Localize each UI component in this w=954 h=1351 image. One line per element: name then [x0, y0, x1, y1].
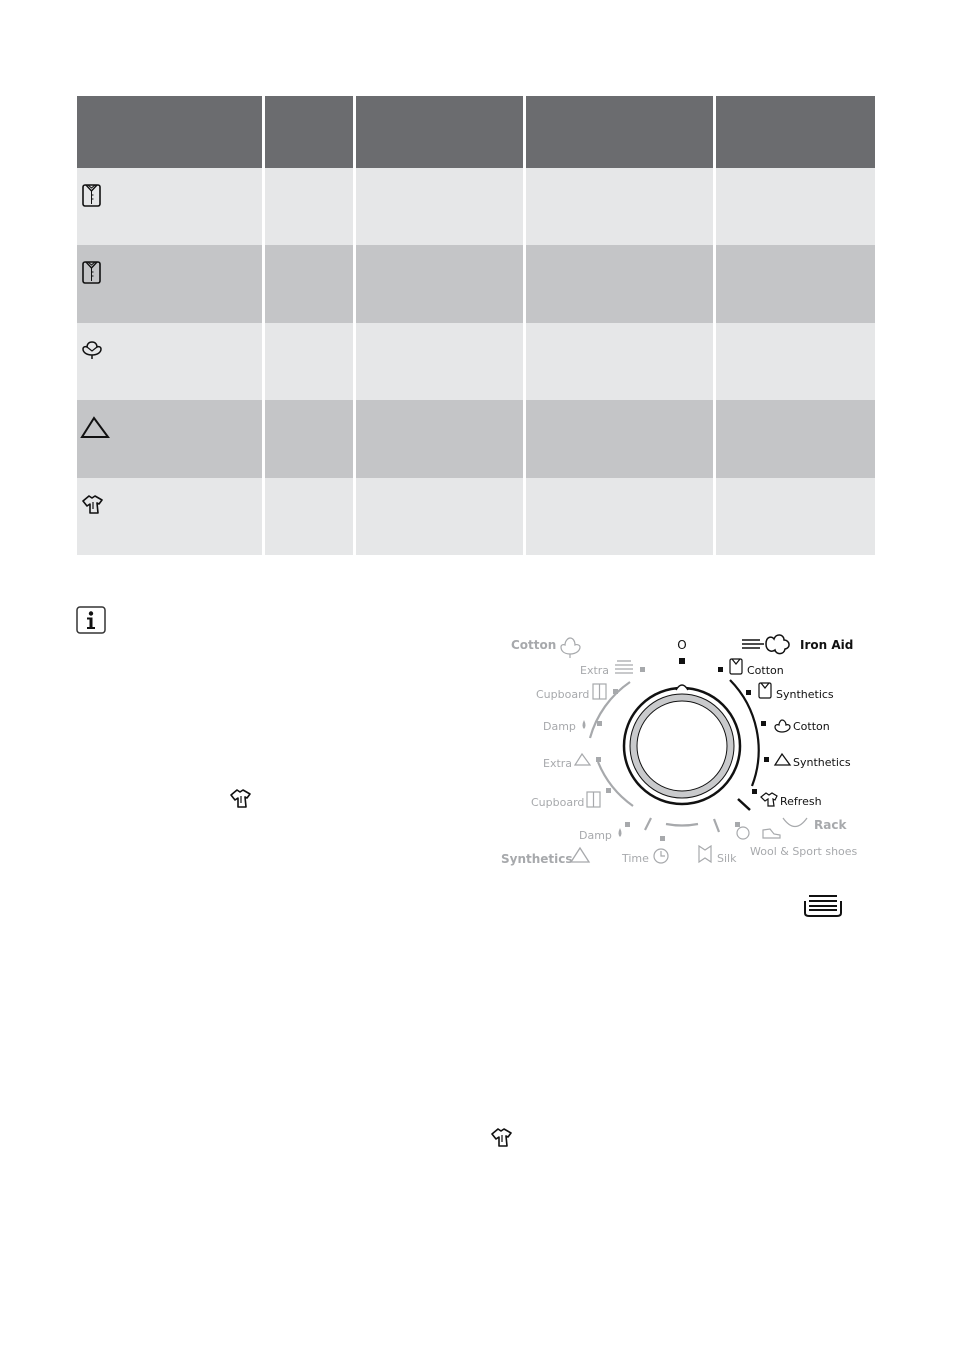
synthetics-triangle-icon: [575, 754, 590, 765]
table-cell: [716, 478, 875, 555]
table-cell-program: [77, 478, 262, 555]
dial-label-silk: Silk: [717, 852, 737, 865]
synthetics-triangle-icon: [775, 754, 790, 765]
stack-icon: [615, 661, 633, 673]
dial-dot: [640, 667, 645, 672]
table-cell-program: [77, 245, 262, 323]
dial-label-cotton-group: Cotton: [511, 638, 557, 652]
dial-label-iron-aid: Iron Aid: [800, 638, 854, 652]
shirt-cupboard-icon: [80, 182, 104, 208]
wool-ball-icon: [737, 827, 749, 839]
rack-icon: [783, 818, 807, 827]
table-cell: [356, 168, 523, 245]
dial-dot: [606, 788, 611, 793]
table-row: [77, 323, 875, 400]
synthetics-triangle-icon: [80, 414, 110, 440]
shirt-cupboard-icon: [730, 659, 742, 674]
shirt-cupboard-icon: [80, 259, 104, 285]
program-dial: [496, 628, 876, 878]
table-cell: [716, 400, 875, 478]
table-cell: [356, 245, 523, 323]
table-cell: [716, 323, 875, 400]
table-cell: [265, 478, 353, 555]
refresh-shirt-icon: [228, 786, 254, 812]
table-header-row: [77, 96, 875, 168]
cotton-flower-icon: [775, 720, 790, 732]
table-cell: [356, 478, 523, 555]
table-cell: [716, 168, 875, 245]
table-cell: [526, 168, 713, 245]
dial-dot: [625, 822, 630, 827]
table-row: [77, 168, 875, 245]
refresh-shirt-icon: [489, 1125, 515, 1151]
dial-arc-inactive: [590, 682, 630, 738]
dial-knob[interactable]: [624, 685, 740, 804]
synthetics-triangle-icon: [571, 848, 589, 862]
refresh-shirt-icon: [761, 793, 777, 806]
dial-dot: [735, 822, 740, 827]
table-cell: [526, 323, 713, 400]
dial-dot: [596, 757, 601, 762]
cotton-flower-icon: [561, 638, 580, 658]
dial-dot: [764, 757, 769, 762]
dial-label-synthetics-group: Synthetics: [501, 852, 573, 866]
table-row: [77, 478, 875, 555]
silk-butterfly-icon: [699, 846, 711, 862]
info-icon: [76, 606, 106, 634]
dial-label-cupboard: Cupboard: [531, 796, 585, 809]
dial-label-wool-sport: Wool & Sport shoes: [750, 845, 858, 858]
dial-off-symbol: O: [677, 638, 687, 652]
header-cell-4: [526, 96, 713, 168]
table-cell: [265, 400, 353, 478]
table-cell-program: [77, 168, 262, 245]
table-cell: [356, 323, 523, 400]
dial-dot: [613, 689, 618, 694]
cupboard-icon: [593, 684, 606, 699]
dial-dot: [597, 721, 602, 726]
dial-label-cupboard: Cupboard: [536, 688, 590, 701]
dial-label-time: Time: [622, 852, 649, 865]
table-cell: [526, 245, 713, 323]
sport-shoe-icon: [763, 829, 780, 838]
table-cell-program: [77, 323, 262, 400]
table-row: [77, 400, 875, 478]
table-cell: [526, 400, 713, 478]
dial-label-refresh: Refresh: [780, 795, 822, 808]
dial-label-cotton: Cotton: [793, 720, 830, 733]
dial-label-damp: Damp: [579, 829, 612, 842]
dial-dot: [718, 667, 723, 672]
dial-label-extra: Extra: [580, 664, 610, 677]
dial-label-extra: Extra: [543, 757, 573, 770]
header-cell-1: [77, 96, 262, 168]
shirt-cupboard-icon: [759, 683, 771, 698]
programme-table: [77, 96, 875, 555]
dial-label-cotton-cupboard: Cotton: [747, 664, 784, 677]
table-cell-program: [77, 400, 262, 478]
drop-icon: [583, 720, 586, 729]
dial-dot: [761, 721, 766, 726]
table-cell: [265, 245, 353, 323]
header-cell-5: [716, 96, 875, 168]
dial-label-synthetics: Synthetics: [793, 756, 851, 769]
table-cell: [526, 478, 713, 555]
table-cell: [265, 168, 353, 245]
dial-dot: [752, 789, 757, 794]
table-cell: [716, 245, 875, 323]
dial-dot: [679, 658, 685, 664]
table-cell: [265, 323, 353, 400]
header-cell-2: [265, 96, 353, 168]
dial-dot: [660, 836, 665, 841]
table-cell: [356, 400, 523, 478]
cupboard-icon: [587, 792, 600, 807]
dial-tick-active: [738, 799, 750, 810]
drop-icon: [619, 828, 622, 837]
dial-label-damp: Damp: [543, 720, 576, 733]
dial-label-synthetics-cupboard: Synthetics: [776, 688, 834, 701]
header-cell-3: [356, 96, 523, 168]
dial-tick-inactive: [645, 818, 651, 830]
dial-dot: [746, 690, 751, 695]
clock-icon: [654, 849, 668, 863]
table-row: [77, 245, 875, 323]
iron-aid-icon: [742, 635, 789, 654]
tray-icon: [803, 893, 843, 919]
refresh-shirt-icon: [80, 492, 106, 518]
dial-tick-inactive: [714, 819, 719, 832]
dial-label-rack: Rack: [814, 818, 847, 832]
cotton-flower-icon: [80, 337, 104, 363]
dial-arc-inactive: [666, 824, 698, 826]
